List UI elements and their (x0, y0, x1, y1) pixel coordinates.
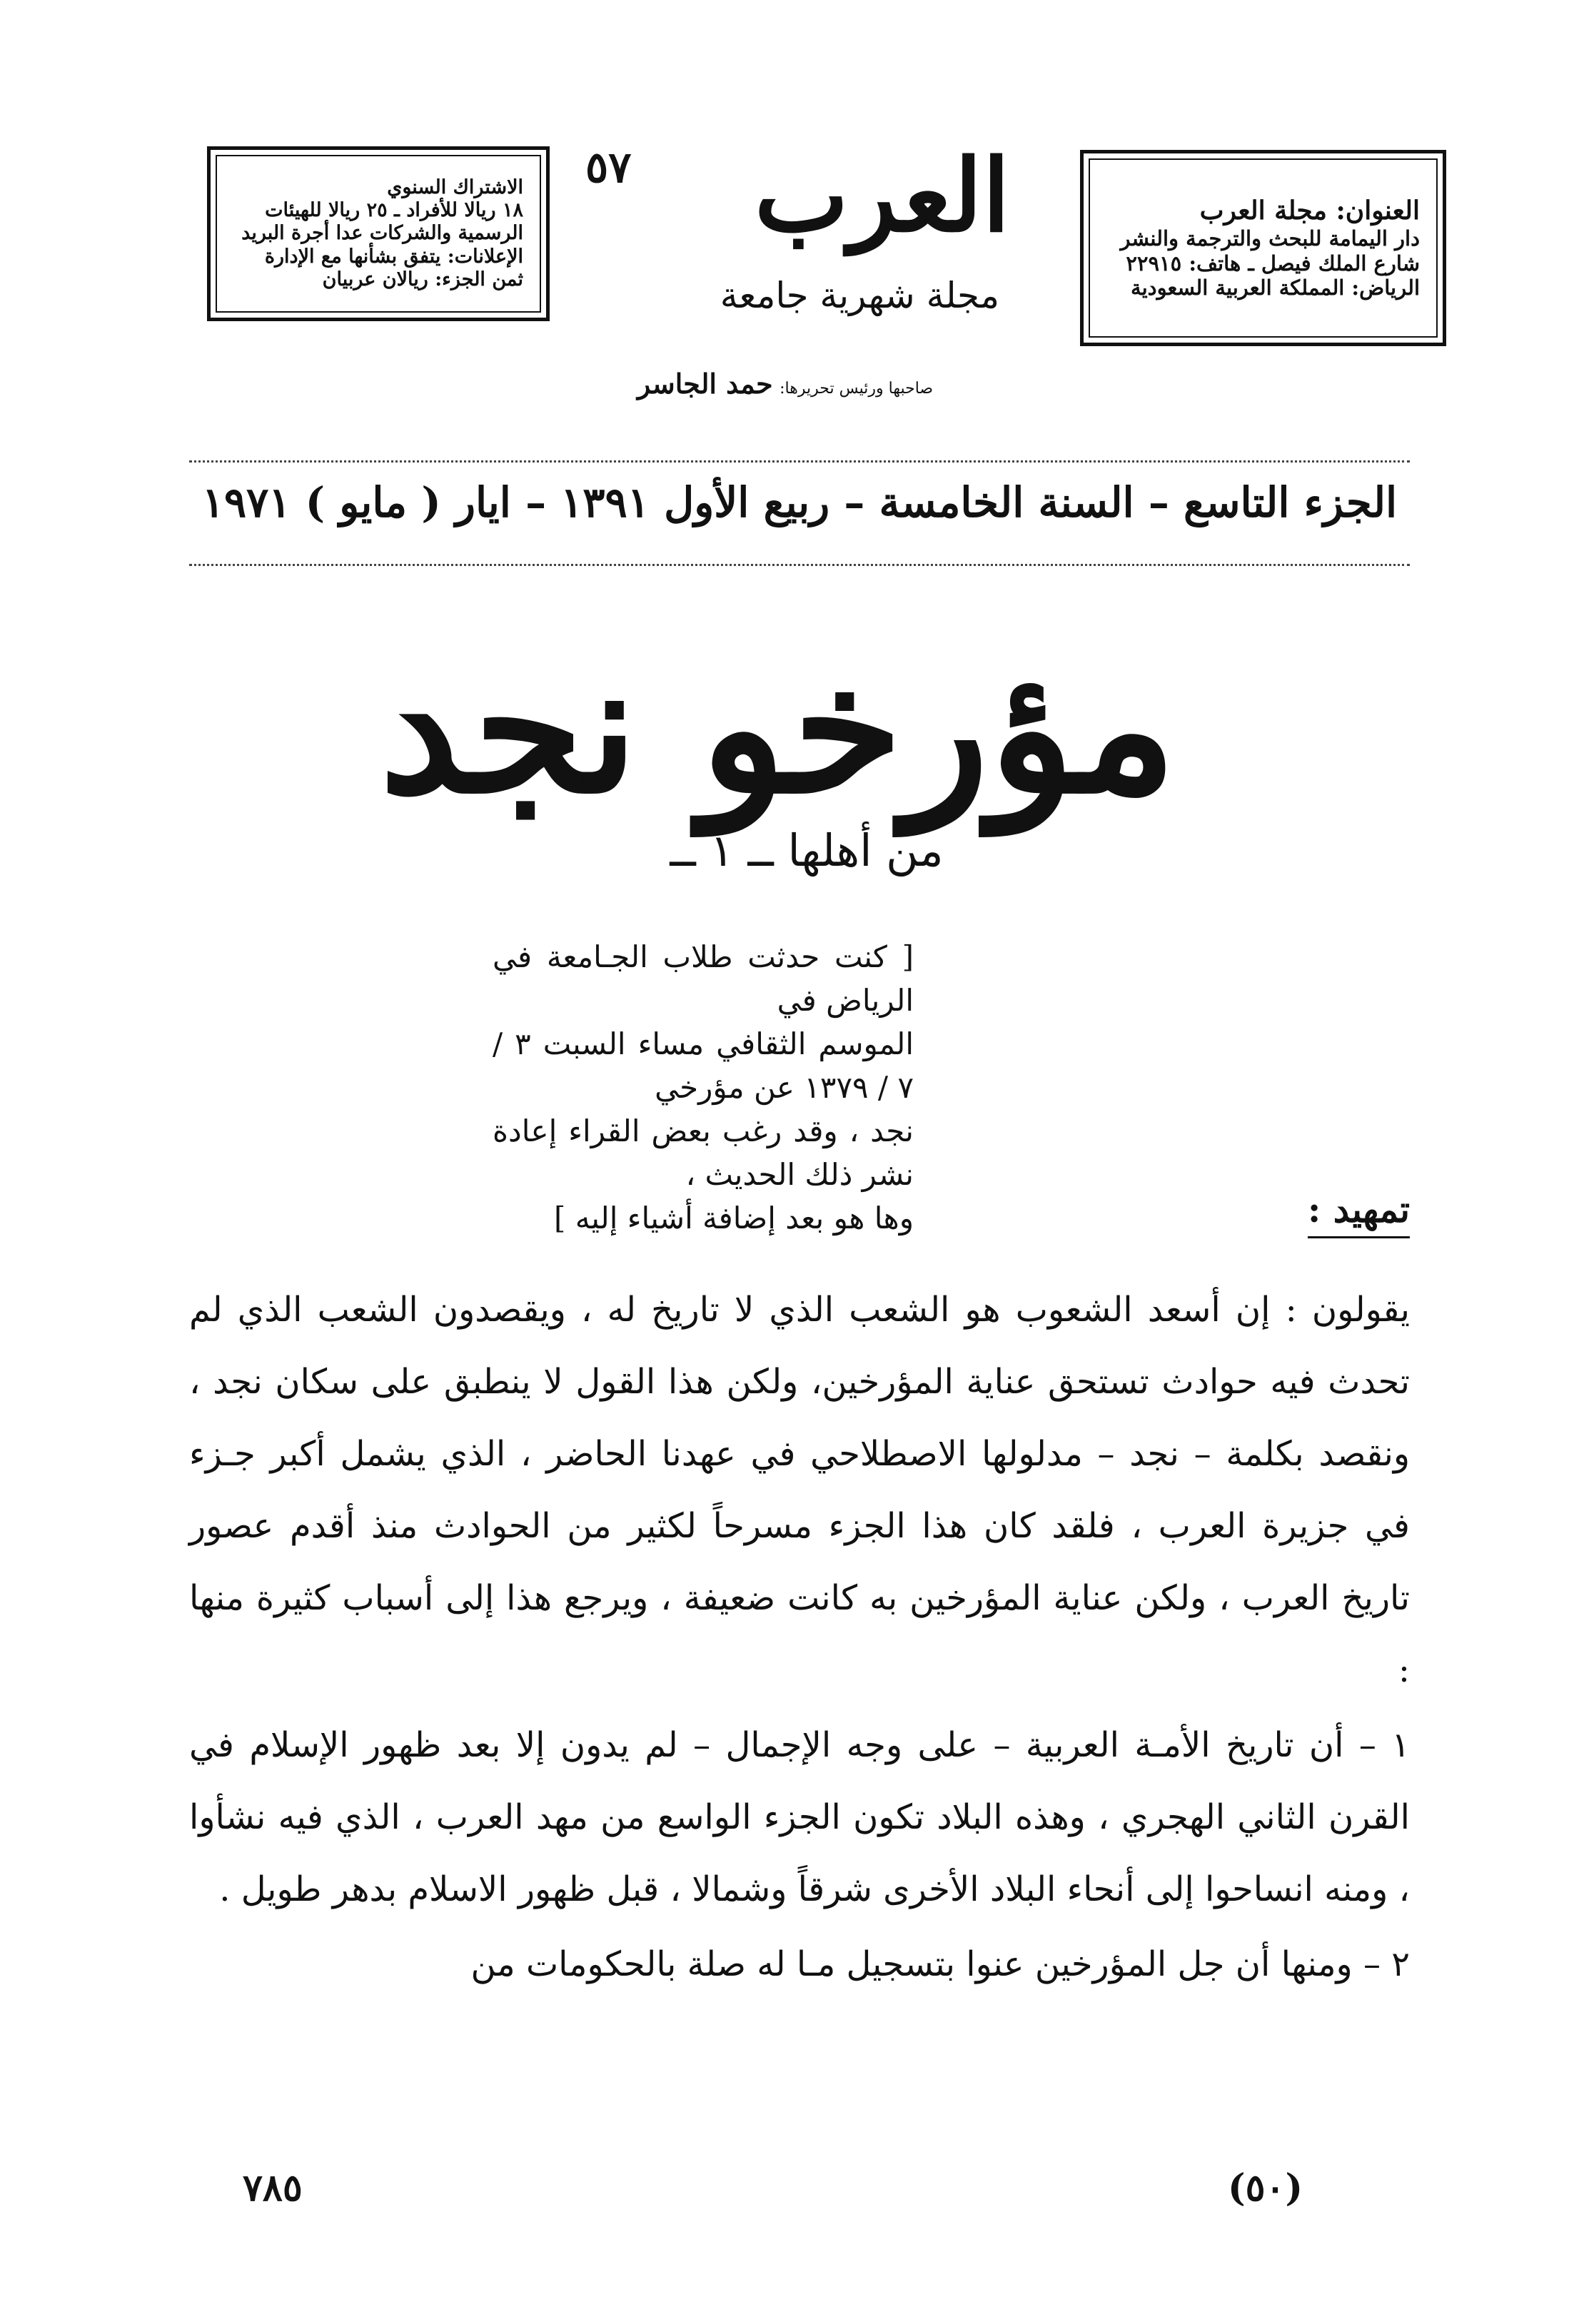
page-number: ٧٨٥ (243, 2166, 303, 2210)
address-line: الرياض: المملكة العربية السعودية (1131, 276, 1420, 300)
article-body (189, 1274, 1410, 2004)
subscription-line: الاشتراك السنوي (387, 176, 523, 198)
issue-page-number: (٥٠) (1228, 2166, 1303, 2210)
article-title: مؤرخو نجد (379, 623, 1177, 833)
intro-line: نجد ، وقد رغب بعض القراء إعادة نشر ذلك الحديث ، (493, 1113, 914, 1192)
masthead (578, 136, 1049, 321)
issue-number: ٥٧ (585, 143, 632, 193)
address-line: شارع الملك فيصل ـ هاتف: ٢٢٩١٥ (1126, 251, 1420, 276)
editor-line (621, 368, 949, 400)
paragraph: ٢ – ومنها أن جل المؤرخين عنوا بتسجيل مـا له صلة بالحكومات من (470, 1944, 1410, 1984)
subscription-line: الرسمية والشركات عدا أجرة البريد (241, 222, 523, 245)
address-line: دار اليمامة للبحث والترجمة والنشر (1120, 226, 1420, 251)
intro-line: وها هو بعد إضافة أشياء إليه ] (553, 1201, 914, 1236)
divider (189, 564, 1410, 566)
masthead-subtitle: مجلة شهرية جامعة (720, 275, 999, 316)
subscription-line: ١٨ ريالا للأفراد ـ ٢٥ ريالا للهيئات (265, 198, 523, 221)
section-heading: تمهيد : (1308, 1188, 1410, 1238)
paragraph: يقولون : إن أسعد الشعوب هو الشعب الذي لا تاريخ له ، ويقصدون الشعب الذي لم تحدث فيه حوادث تستحق عناية المؤرخين، ولكن هذا القول لا ينطبق على سكان نجد ، ونقصد بكلمة – نجد – مدلولها الاصطلاحي في عهدنا الحاضر ، الذي يشمل أكبر جـزء في جزيرة العرب ، فلقد كان هذا الجزء مسرحاً لكثير من الحوادث منذ أقدم عصور تاريخ العرب ، ولكن عناية المؤرخين به كانت ضعيفة ، ويرجع هذا إلى أسباب كثيرة منها : (189, 1290, 1410, 1690)
intro-note (493, 935, 914, 1240)
editor-name: حمد الجاسر (637, 368, 773, 400)
intro-line: الموسم الثقافي مساء السبت ٣ / ٧ / ١٣٧٩ عن مؤرخي (493, 1026, 914, 1105)
subscription-box (207, 146, 550, 321)
masthead-title: العرب (754, 138, 1010, 255)
paragraph: ١ – أن تاريخ الأمـة العربية – على وجه الإجمال – لم يدون إلا بعد ظهور الإسلام في القرن الثاني الهجري ، وهذه البلاد تكون الجزء الواسع من مهد العرب ، الذي فيه نشأوا ، ومنه انساحوا إلى أنحاء البلاد الأخرى شرقاً وشمالا ، قبل ظهور الاسلام بدهر طويل . (189, 1725, 1411, 1909)
article-subtitle: من أهلها ــ ١ ــ (670, 824, 944, 876)
divider (189, 460, 1410, 463)
subscription-line: ثمن الجزء: ريالان عربيان (322, 268, 523, 291)
editor-role: صاحبها ورئيس تحريرها: (780, 380, 934, 398)
subscription-line: الإعلانات: يتفق بشأنها مع الإدارة (264, 245, 523, 268)
address-line: العنوان: مجلة العرب (1199, 195, 1420, 226)
intro-line: [ كنت حدثت طلاب الجـامعة في الرياض في (493, 939, 914, 1018)
address-box (1080, 150, 1446, 346)
issue-line: الجزء التاسع – السنة الخامسة – ربيع الأول ١٣٩١ – ايار ( مايو ) ١٩٧١ (201, 478, 1398, 527)
